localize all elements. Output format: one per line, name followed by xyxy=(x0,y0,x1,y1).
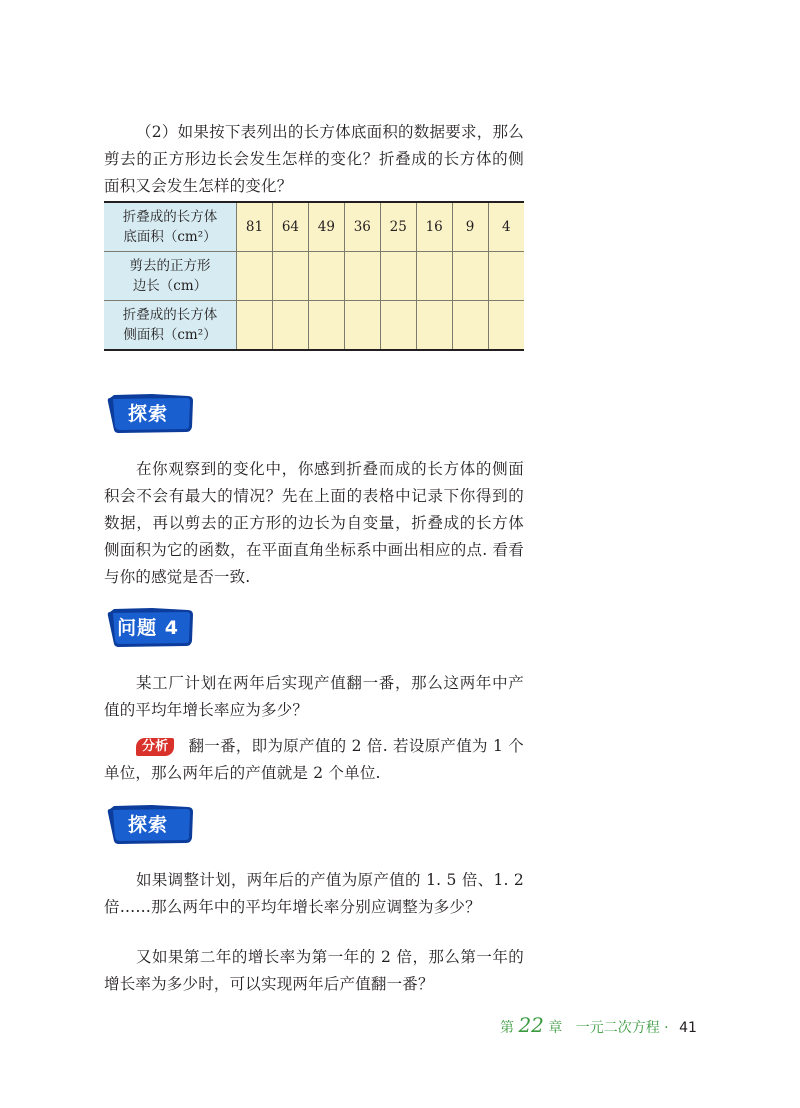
row-label xyxy=(104,202,237,252)
table-cell xyxy=(237,301,273,351)
chapter-title: 一元二次方程 · xyxy=(575,1020,669,1036)
row-label-line: 边长（cm） xyxy=(132,278,208,294)
problem4-text: 某工厂计划在两年后实现产值翻一番，那么这两年中产值的平均年增长率应为多少？ xyxy=(104,674,524,719)
table-cell: 81 xyxy=(237,202,273,252)
analysis-paragraph xyxy=(104,733,524,787)
table-cell xyxy=(344,301,380,351)
section2-text: （2）如果按下表列出的长方体底面积的数据要求，那么剪去的正方形边长会发生怎样的变化？折叠成的长方体的侧面积又会发生怎样的变化？ xyxy=(104,123,524,195)
table-cell xyxy=(416,301,452,351)
chapter-prefix: 第 xyxy=(500,1020,514,1036)
table-cell xyxy=(488,301,524,351)
table-row xyxy=(104,301,524,351)
table-cell xyxy=(380,252,416,301)
problem4-badge-label: 问题 4 xyxy=(117,617,179,639)
table-cell xyxy=(488,252,524,301)
row-label xyxy=(104,301,237,351)
explore-badge xyxy=(104,392,196,436)
table-cell xyxy=(237,252,273,301)
page-footer xyxy=(500,1013,720,1037)
chapter-number: 22 xyxy=(518,1013,544,1037)
table-cell xyxy=(452,252,488,301)
table-cell: 36 xyxy=(344,202,380,252)
explore2-text2: 又如果第二年的增长率为第一年的 2 倍，那么第一年的增长率为多少时，可以实现两年后产值翻一番？ xyxy=(104,948,524,993)
analysis-tag: 分析 xyxy=(136,738,174,756)
explore2-badge-label: 探索 xyxy=(127,814,168,836)
table-cell xyxy=(272,252,308,301)
table-cell: 49 xyxy=(308,202,344,252)
chapter-suffix: 章 xyxy=(548,1020,563,1036)
explore-badge-label: 探索 xyxy=(127,403,168,425)
row-label-line: 折叠成的长方体 xyxy=(122,209,218,225)
row-label-line: 折叠成的长方体 xyxy=(122,307,218,323)
table-cell: 4 xyxy=(488,202,524,252)
analysis-text: 翻一番，即为原产值的 2 倍. 若设原产值为 1 个单位，那么两年后的产值就是 2 个单位. xyxy=(104,737,524,782)
problem4-badge xyxy=(104,606,196,650)
row-label-line: 侧面积（cm²） xyxy=(123,327,217,343)
table-cell xyxy=(308,301,344,351)
table-cell xyxy=(272,301,308,351)
table-cell xyxy=(308,252,344,301)
table-cell xyxy=(416,252,452,301)
explore1-text: 在你观察到的变化中，你感到折叠而成的长方体的侧面积会不会有最大的情况？先在上面的表格中记录下你得到的数据，再以剪去的正方形的边长为自变量，折叠成的长方体侧面积为它的函数，在平面直角坐标系中画出相应的点. 看看与你的感觉是否一致. xyxy=(104,460,524,586)
table-cell: 9 xyxy=(452,202,488,252)
row-label xyxy=(104,252,237,301)
table-cell: 64 xyxy=(272,202,308,252)
explore2-text1: 如果调整计划，两年后的产值为原产值的 1. 5 倍、1. 2 倍……那么两年中的平均年增长率分别应调整为多少？ xyxy=(104,871,524,916)
explore2-badge xyxy=(104,803,196,847)
page-number: 41 xyxy=(679,1020,697,1036)
data-table xyxy=(104,201,524,351)
row-label-line: 底面积（cm²） xyxy=(123,229,217,245)
table-cell: 25 xyxy=(380,202,416,252)
table-cell xyxy=(380,301,416,351)
table-cell xyxy=(452,301,488,351)
table-cell xyxy=(344,252,380,301)
table-row xyxy=(104,202,524,252)
table-cell: 16 xyxy=(416,202,452,252)
table-row xyxy=(104,252,524,301)
row-label-line: 剪去的正方形 xyxy=(129,258,211,274)
